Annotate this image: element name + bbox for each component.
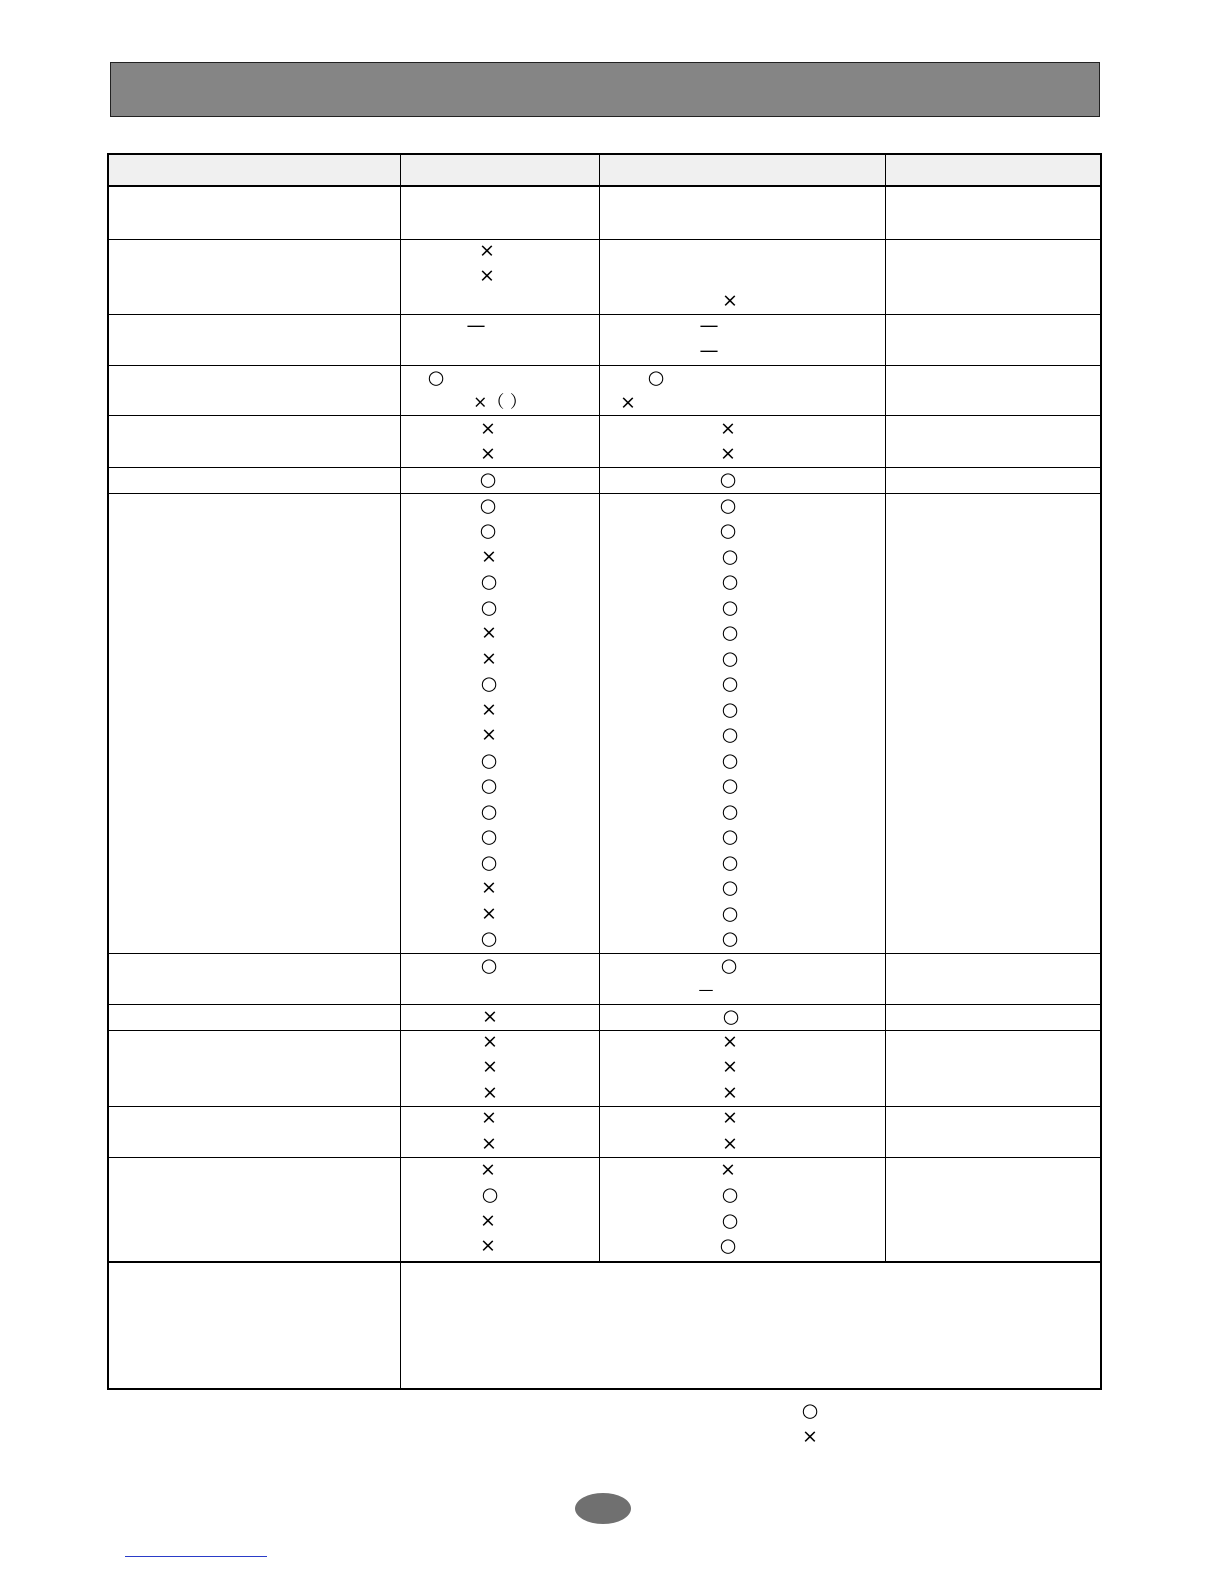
no-mark: × — [720, 417, 736, 440]
no-mark: × — [480, 417, 496, 440]
comparison-table — [107, 153, 1102, 1390]
yes-mark: ○ — [427, 366, 445, 389]
mark: ○ — [721, 698, 739, 721]
row-divider — [108, 415, 1101, 416]
no-mark: × — [620, 391, 636, 414]
mark: ○ — [479, 519, 497, 542]
no-mark: × — [720, 1158, 736, 1181]
row-divider — [108, 1157, 1101, 1158]
mark: ○ — [721, 647, 739, 670]
no-mark: × — [722, 1055, 738, 1078]
dash-mark: — — [698, 980, 714, 999]
no-mark: × — [722, 1081, 738, 1104]
mark: × — [481, 876, 497, 899]
mark: ○ — [721, 749, 739, 772]
mark: ○ — [721, 825, 739, 848]
no-mark: × — [479, 264, 495, 287]
mark: ○ — [721, 851, 739, 874]
mark: ○ — [721, 800, 739, 823]
mark: ○ — [719, 494, 737, 517]
column-divider — [885, 154, 886, 1261]
yes-mark: ○ — [721, 1183, 739, 1206]
mark: × — [481, 545, 497, 568]
mark: ○ — [479, 494, 497, 517]
mark: ○ — [480, 851, 498, 874]
mark: × — [481, 647, 497, 670]
mark: ○ — [721, 927, 739, 950]
no-mark-with-note: ×（ ） — [473, 392, 527, 413]
no-mark: × — [480, 1158, 496, 1181]
mark: ○ — [721, 774, 739, 797]
column-divider — [400, 154, 401, 1389]
row-divider — [108, 314, 1101, 315]
yes-mark: ○ — [647, 366, 665, 389]
row-divider — [108, 365, 1101, 366]
mark: ○ — [721, 596, 739, 619]
footer-link-underline[interactable] — [125, 1556, 267, 1557]
no-mark: × — [480, 442, 496, 465]
row-divider — [108, 239, 1101, 240]
mark: ○ — [480, 825, 498, 848]
no-mark: × — [479, 239, 495, 262]
no-mark: × — [722, 1030, 738, 1053]
yes-mark: ○ — [721, 1209, 739, 1232]
yes-mark: ○ — [479, 468, 497, 491]
mark: ○ — [719, 519, 737, 542]
dash-mark: — — [699, 314, 719, 337]
no-mark: × — [480, 1209, 496, 1232]
yes-mark: ○ — [480, 954, 498, 977]
row-divider — [108, 953, 1101, 954]
yes-mark: ○ — [719, 468, 737, 491]
mark: ○ — [721, 621, 739, 644]
yes-mark: ○ — [719, 1234, 737, 1257]
row-divider — [108, 1004, 1101, 1005]
row-divider — [108, 1030, 1101, 1031]
no-mark: × — [720, 442, 736, 465]
yes-mark: ○ — [481, 1183, 499, 1206]
section-header-bar — [110, 62, 1100, 117]
no-mark: × — [482, 1055, 498, 1078]
mark: × — [481, 902, 497, 925]
mark: ○ — [721, 570, 739, 593]
header-separator — [108, 185, 1101, 187]
mark: ○ — [721, 672, 739, 695]
mark: ○ — [721, 902, 739, 925]
mark: ○ — [480, 672, 498, 695]
column-divider — [599, 154, 600, 1261]
row-divider — [108, 493, 1101, 494]
legend-yes-symbol: ○ — [801, 1399, 819, 1422]
no-mark: × — [480, 1234, 496, 1257]
mark: ○ — [480, 749, 498, 772]
notes-separator — [108, 1261, 1101, 1263]
no-mark: × — [722, 1106, 738, 1129]
mark: ○ — [721, 545, 739, 568]
mark: × — [481, 698, 497, 721]
yes-mark: ○ — [720, 954, 738, 977]
mark: ○ — [480, 570, 498, 593]
dash-mark: — — [699, 339, 719, 362]
no-mark: × — [482, 1005, 498, 1028]
mark: ○ — [480, 774, 498, 797]
no-mark: × — [482, 1030, 498, 1053]
page-number-badge — [575, 1493, 631, 1524]
mark: × — [481, 621, 497, 644]
no-mark: × — [481, 1106, 497, 1129]
row-divider — [108, 1106, 1101, 1107]
row-divider — [108, 467, 1101, 468]
yes-mark: ○ — [722, 1005, 740, 1028]
no-mark: × — [481, 1132, 497, 1155]
mark: ○ — [721, 723, 739, 746]
mark: × — [481, 723, 497, 746]
legend-no-symbol: × — [802, 1425, 818, 1448]
dash-mark: — — [466, 314, 486, 337]
no-mark: × — [722, 1132, 738, 1155]
no-mark: × — [482, 1081, 498, 1104]
no-mark: × — [722, 289, 738, 312]
mark: ○ — [480, 800, 498, 823]
mark: ○ — [480, 927, 498, 950]
mark: ○ — [480, 596, 498, 619]
mark: ○ — [721, 876, 739, 899]
